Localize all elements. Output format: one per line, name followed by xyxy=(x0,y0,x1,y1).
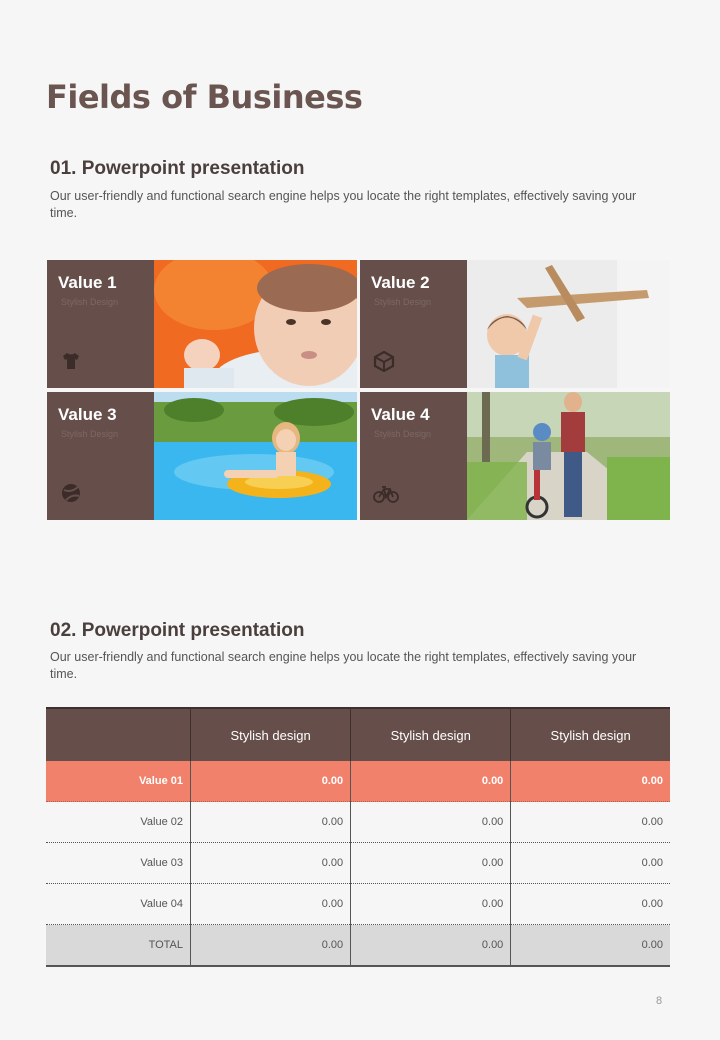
table-cell: 0.00 xyxy=(351,843,511,884)
table-cell: 0.00 xyxy=(511,925,670,967)
section1-title: 01. Powerpoint presentation xyxy=(50,158,305,179)
tile-panel xyxy=(360,392,467,520)
table-cell: 0.00 xyxy=(191,843,351,884)
table-cell: 0.00 xyxy=(351,761,511,802)
table-header-cell: Stylish design xyxy=(191,708,351,761)
table-cell: 0.00 xyxy=(511,761,670,802)
tile-panel xyxy=(360,260,467,388)
tile-sublabel: Stylish Design xyxy=(374,429,432,439)
table-cell: 0.00 xyxy=(191,802,351,843)
tile-value-4 xyxy=(360,392,670,520)
tile-panel xyxy=(47,392,154,520)
ball-icon xyxy=(60,482,82,504)
box-icon xyxy=(373,350,395,372)
tile-label: Value 2 xyxy=(371,273,430,292)
section2-title: 02. Powerpoint presentation xyxy=(50,620,305,641)
section2-description: Our user-friendly and functional search engine helps you locate the right templates, effectively saving your time. xyxy=(50,650,637,681)
photo-grid xyxy=(47,260,670,520)
tile-label: Value 4 xyxy=(371,405,430,424)
table-row-highlight xyxy=(46,761,670,802)
section1-description: Our user-friendly and functional search engine helps you locate the right templates, effectively saving your time. xyxy=(50,189,637,220)
table-row-total xyxy=(46,925,670,967)
row-label: Value 02 xyxy=(46,802,191,843)
table-cell: 0.00 xyxy=(511,884,670,925)
row-label: Value 04 xyxy=(46,884,191,925)
tile-panel xyxy=(47,260,154,388)
table-cell: 0.00 xyxy=(511,843,670,884)
table-cell: 0.00 xyxy=(351,925,511,967)
table-row xyxy=(46,884,670,925)
tile-value-1 xyxy=(47,260,357,388)
table-cell: 0.00 xyxy=(191,761,351,802)
table-header-cell: Stylish design xyxy=(511,708,670,761)
table-header-cell: Stylish design xyxy=(351,708,511,761)
row-label: Value 03 xyxy=(46,843,191,884)
tile-sublabel: Stylish Design xyxy=(374,297,432,307)
row-label: TOTAL xyxy=(46,925,191,967)
table-row xyxy=(46,843,670,884)
row-label: Value 01 xyxy=(46,761,191,802)
tile-sublabel: Stylish Design xyxy=(61,297,119,307)
tile-value-2 xyxy=(360,260,670,388)
tile-label: Value 1 xyxy=(58,273,117,292)
values-table xyxy=(46,707,670,967)
table-cell: 0.00 xyxy=(351,802,511,843)
father-son-bike-photo xyxy=(467,392,670,520)
page-number: 8 xyxy=(656,995,663,1007)
table-cell: 0.00 xyxy=(191,884,351,925)
table-header-row xyxy=(46,708,670,761)
tile-label: Value 3 xyxy=(58,405,117,424)
bicycle-icon xyxy=(373,482,399,504)
table-header-cell xyxy=(46,708,191,761)
table-row xyxy=(46,802,670,843)
table-cell: 0.00 xyxy=(351,884,511,925)
baby-photo xyxy=(154,260,357,388)
page-title: Fields of Business xyxy=(46,78,363,116)
table-cell: 0.00 xyxy=(191,925,351,967)
tile-value-3 xyxy=(47,392,357,520)
table-cell: 0.00 xyxy=(511,802,670,843)
tile-sublabel: Stylish Design xyxy=(61,429,119,439)
girl-pool-photo xyxy=(154,392,357,520)
shirt-icon xyxy=(60,350,82,372)
boy-airplane-photo xyxy=(467,260,670,388)
